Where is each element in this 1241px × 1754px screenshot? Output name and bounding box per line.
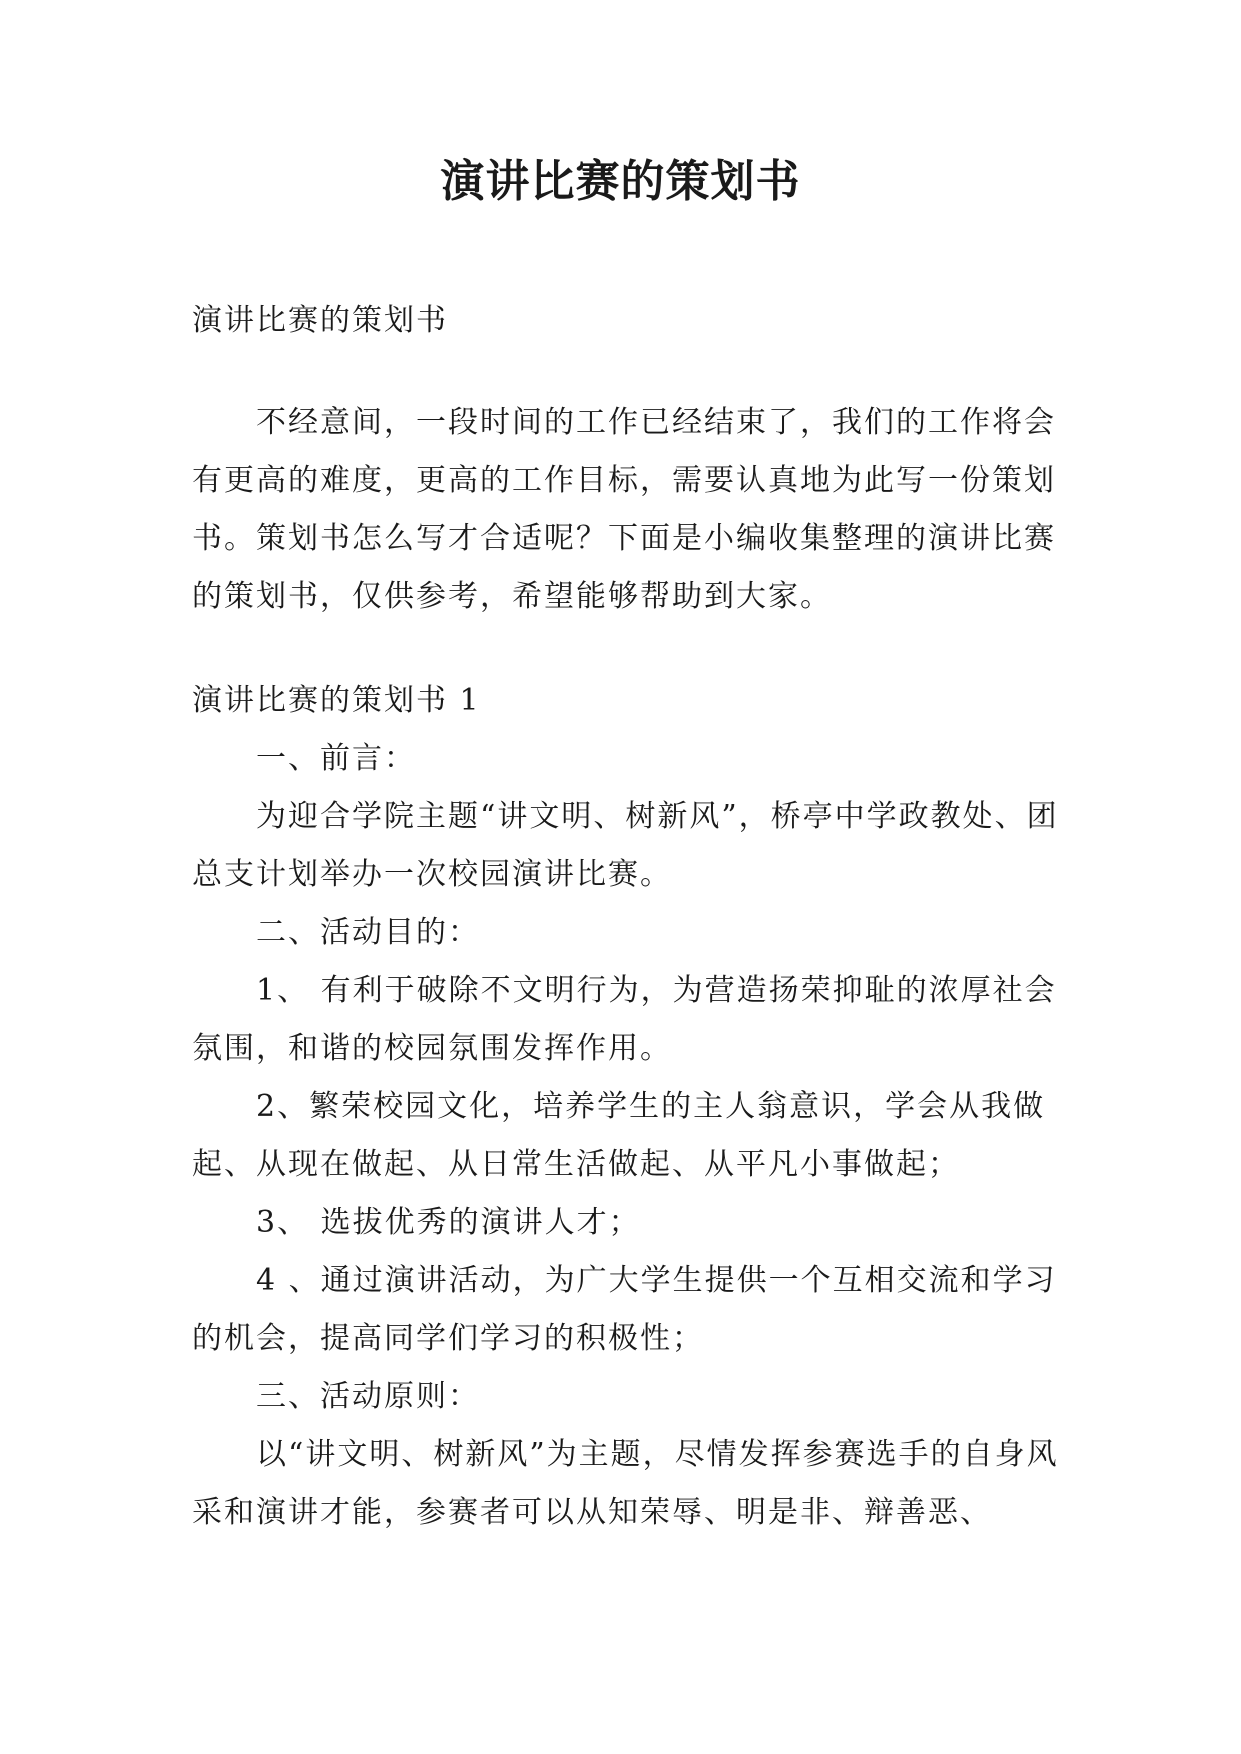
heading-preface: 一、前言： xyxy=(256,741,416,776)
intro-paragraph: 不经意间，一段时间的工作已经结束了，我们的工作将会有更高的难度，更高的工作目标，需要认真地为此写一份策划书。策划书怎么写才合适呢？下面是小编收集整理的演讲比赛的策划书，仅供参考，希望能够帮助到大家。 xyxy=(192,405,1056,614)
heading-purpose: 二、活动目的： xyxy=(256,915,480,950)
paragraph-preface: 为迎合学院主题“讲文明、树新风”，桥亭中学政教处、团总支计划举办一次校园演讲比赛。 xyxy=(192,799,1059,892)
document-title: 演讲比赛的策划书 xyxy=(440,156,801,207)
purpose-item-2: 2、繁荣校园文化，培养学生的主人翁意识，学会从我做起、从现在做起、从日常生活做起、从平凡小事做起； xyxy=(192,1089,1046,1182)
paragraph-principles: 以“讲文明、树新风”为主题，尽情发挥参赛选手的自身风采和演讲才能，参赛者可以从知荣辱、明是非、辩善恶、 xyxy=(192,1437,1059,1530)
document-body xyxy=(192,292,1072,1542)
document-subtitle: 演讲比赛的策划书 xyxy=(192,303,448,338)
section-heading: 演讲比赛的策划书 1 xyxy=(192,683,481,718)
purpose-item-4: 4 、通过演讲活动，为广大学生提供一个互相交流和学习的机会，提高同学们学习的积极性； xyxy=(192,1263,1057,1356)
purpose-item-1: 1、 有利于破除不文明行为，为营造扬荣抑耻的浓厚社会氛围，和谐的校园氛围发挥作用。 xyxy=(192,973,1057,1066)
purpose-item-3: 3、 选拔优秀的演讲人才； xyxy=(256,1205,641,1240)
heading-principles: 三、活动原则： xyxy=(256,1379,480,1414)
